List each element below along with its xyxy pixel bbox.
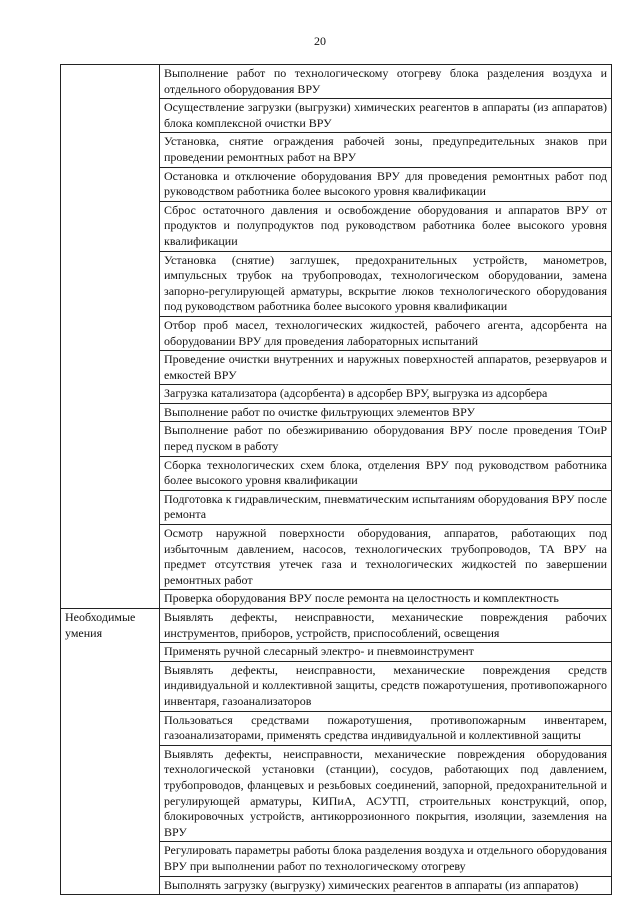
table-cell-item: Остановка и отключение оборудования ВРУ для проведения ремонтных работ под руководством работника более высокого уровня квалификации [160, 167, 612, 201]
table-cell-item: Установка (снятие) заглушек, предохранительных устройств, манометров, импульсных трубок на трубопроводах, технологическом оборудовании, замена запорно-регулирующей арматуры, вскрытие люков технологического оборудования под руководством работника более высокого уровня квалификации [160, 251, 612, 316]
table-cell-item: Выполнение работ по технологическому отогреву блока разделения воздуха и отдельного оборудования ВРУ [160, 65, 612, 99]
table-row [61, 609, 612, 643]
table-cell-item: Проверка оборудования ВРУ после ремонта на целостность и комплектность [160, 590, 612, 609]
table-cell-item: Выполнение работ по обезжириванию оборудования ВРУ после проведения ТОиР перед пуском в работу [160, 422, 612, 456]
table-cell-item: Пользоваться средствами пожаротушения, противопожарным инвентарем, газоанализаторами, применять средства индивидуальной и коллективной защиты [160, 711, 612, 745]
table-cell-item: Проведение очистки внутренних и наружных поверхностей аппаратов, резервуаров и емкостей ВРУ [160, 351, 612, 385]
table-cell-item: Выполнять загрузку (выгрузку) химических реагентов в аппараты (из аппаратов) [160, 876, 612, 895]
requirements-table [60, 64, 612, 895]
table-cell-item: Сброс остаточного давления и освобождение оборудования и аппаратов ВРУ от продуктов и полупродуктов под руководством работника более высокого уровня квалификации [160, 201, 612, 251]
table-cell-item: Загрузка катализатора (адсорбента) в адсорбер ВРУ, выгрузка из адсорбера [160, 385, 612, 404]
table-row [61, 65, 612, 99]
table-cell-item: Установка, снятие ограждения рабочей зоны, предупредительных знаков при проведении ремонтных работ на ВРУ [160, 133, 612, 167]
table-cell-item: Сборка технологических схем блока, отделения ВРУ под руководством работника более высокого уровня квалификации [160, 456, 612, 490]
table-cell-item: Отбор проб масел, технологических жидкостей, рабочего агента, адсорбента на оборудовании ВРУ для проведения лабораторных испытаний [160, 316, 612, 350]
section-label [61, 65, 160, 609]
table-cell-item: Осмотр наружной поверхности оборудования, аппаратов, работающих под избыточным давлением, насосов, технологических трубопроводов, ТА ВРУ на предмет отсутствия утечек газа и технологических жидкостей по завершении ремонтных работ [160, 525, 612, 590]
table-cell-item: Применять ручной слесарный электро- и пневмоинструмент [160, 643, 612, 662]
table-cell-item: Осуществление загрузки (выгрузки) химических реагентов в аппараты (из аппаратов) блока комплексной очистки ВРУ [160, 99, 612, 133]
table-cell-item: Подготовка к гидравлическим, пневматическим испытаниям оборудования ВРУ после ремонта [160, 490, 612, 524]
table-cell-item: Регулировать параметры работы блока разделения воздуха и отдельного оборудования ВРУ при выполнении работ по технологическому отогреву [160, 842, 612, 876]
section-label: Необходимые умения [61, 609, 160, 895]
table-cell-item: Выявлять дефекты, неисправности, механические повреждения средств индивидуальной и коллективной защиты, средств пожаротушения, противопожарного инвентаря, газоанализаторов [160, 661, 612, 711]
requirements-table-body [61, 65, 612, 895]
table-cell-item: Выявлять дефекты, неисправности, механические повреждения рабочих инструментов, приборов, устройств, приспособлений, освещения [160, 609, 612, 643]
table-cell-item: Выявлять дефекты, неисправности, механические повреждения оборудования технологической установки (станции), сосудов, работающих под давлением, трубопроводов, фланцевых и резьбовых соединений, запорной, предохранительной и регулирующей арматуры, КИПиА, АСУТП, строительных конструкций, опор, блокировочных устройств, антикоррозионного покрытия, изоляции, заземления на ВРУ [160, 745, 612, 842]
table-cell-item: Выполнение работ по очистке фильтрующих элементов ВРУ [160, 403, 612, 422]
page-number: 20 [314, 34, 326, 48]
